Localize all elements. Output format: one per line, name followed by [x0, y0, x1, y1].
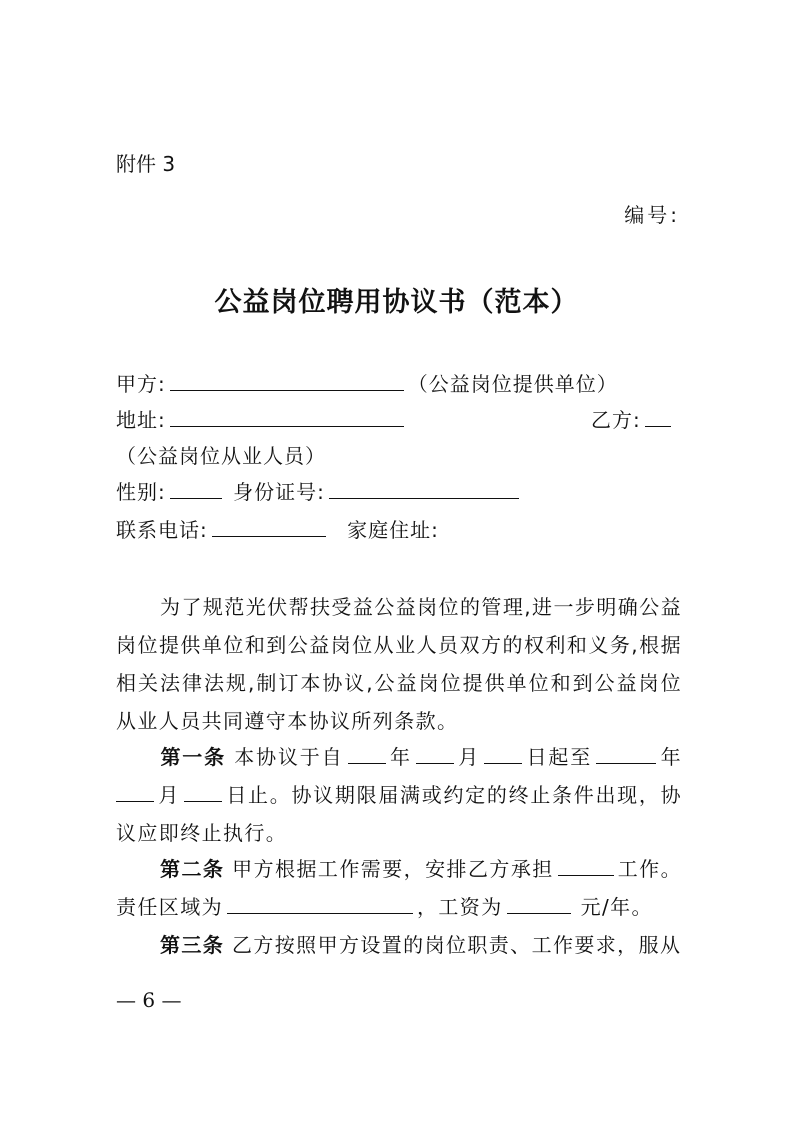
end-year-blank[interactable] — [596, 743, 656, 764]
address-blank[interactable] — [170, 406, 404, 427]
annex-label: 附件 3 — [116, 152, 176, 176]
party-a-note: （公益岗位提供单位） — [407, 372, 618, 396]
area-blank[interactable] — [227, 893, 413, 914]
party-a-row — [116, 370, 618, 398]
salary-blank[interactable] — [507, 893, 571, 914]
article-1 — [116, 738, 682, 852]
party-b-label: 乙方: — [591, 408, 641, 432]
intro-paragraph — [116, 588, 682, 740]
start-day-blank[interactable] — [484, 743, 522, 764]
article-1-text-7: 日止。协议期限届满或约定的终止条件出现，协议应即终止执行。 — [116, 783, 682, 845]
gender-blank[interactable] — [170, 478, 222, 499]
phone-label: 联系电话: — [116, 518, 208, 542]
start-month-blank[interactable] — [416, 743, 454, 764]
document-title: 公益岗位聘用协议书（范本） — [214, 287, 579, 318]
article-1-text-1: 本协议于自 — [234, 745, 344, 769]
party-b-note: （公益岗位从业人员） — [116, 444, 326, 468]
article-3-text-1: 乙方按照甲方设置的岗位职责、工作要求，服从 — [231, 933, 682, 957]
article-1-text-5: 年 — [660, 745, 682, 769]
address-label: 地址: — [116, 408, 166, 432]
article-3 — [116, 926, 682, 964]
start-year-blank[interactable] — [348, 743, 386, 764]
article-2-text-4: 元/年。 — [580, 895, 653, 919]
page-number: — 6 — — [116, 988, 182, 1012]
article-1-text-2: 年 — [389, 745, 412, 769]
article-1-text-4: 日起至 — [526, 745, 593, 769]
intro-text: 为了规范光伏帮扶受益公益岗位的管理,进一步明确公益岗位提供单位和到公益岗位从业人员双方的权利和义务,根据相关法律法规,制订本协议,公益岗位提供单位和到公益岗位从业人员共同遵守本协议所列条款。 — [116, 595, 682, 733]
article-2-text-1: 甲方根据工作需要，安排乙方承担 — [232, 857, 554, 881]
address-row — [116, 406, 408, 434]
phone-blank[interactable] — [212, 516, 326, 537]
gender-label: 性别: — [116, 480, 166, 504]
article-1-heading: 第一条 — [160, 745, 227, 769]
serial-number-label: 编号: — [624, 203, 680, 227]
end-month-blank[interactable] — [116, 781, 154, 802]
party-b-row — [591, 406, 671, 434]
article-1-text-3: 月 — [457, 745, 481, 769]
home-address-label: 家庭住址: — [347, 518, 439, 542]
article-2 — [116, 850, 682, 926]
article-2-text-3: ，工资为 — [417, 895, 503, 919]
article-3-heading: 第三条 — [160, 933, 225, 957]
job-blank[interactable] — [558, 855, 614, 876]
party-b-blank[interactable] — [645, 406, 671, 427]
gender-id-row — [116, 478, 523, 506]
phone-address-row — [116, 516, 439, 544]
party-a-blank[interactable] — [170, 370, 404, 391]
article-2-heading: 第二条 — [160, 857, 225, 881]
article-1-text-6: 月 — [158, 783, 181, 807]
end-day-blank[interactable] — [184, 781, 222, 802]
id-number-blank[interactable] — [329, 478, 519, 499]
id-number-label: 身份证号: — [233, 480, 325, 504]
article-2-text-2: 工作。责任区域为 — [116, 857, 683, 919]
party-a-label: 甲方: — [116, 372, 166, 396]
